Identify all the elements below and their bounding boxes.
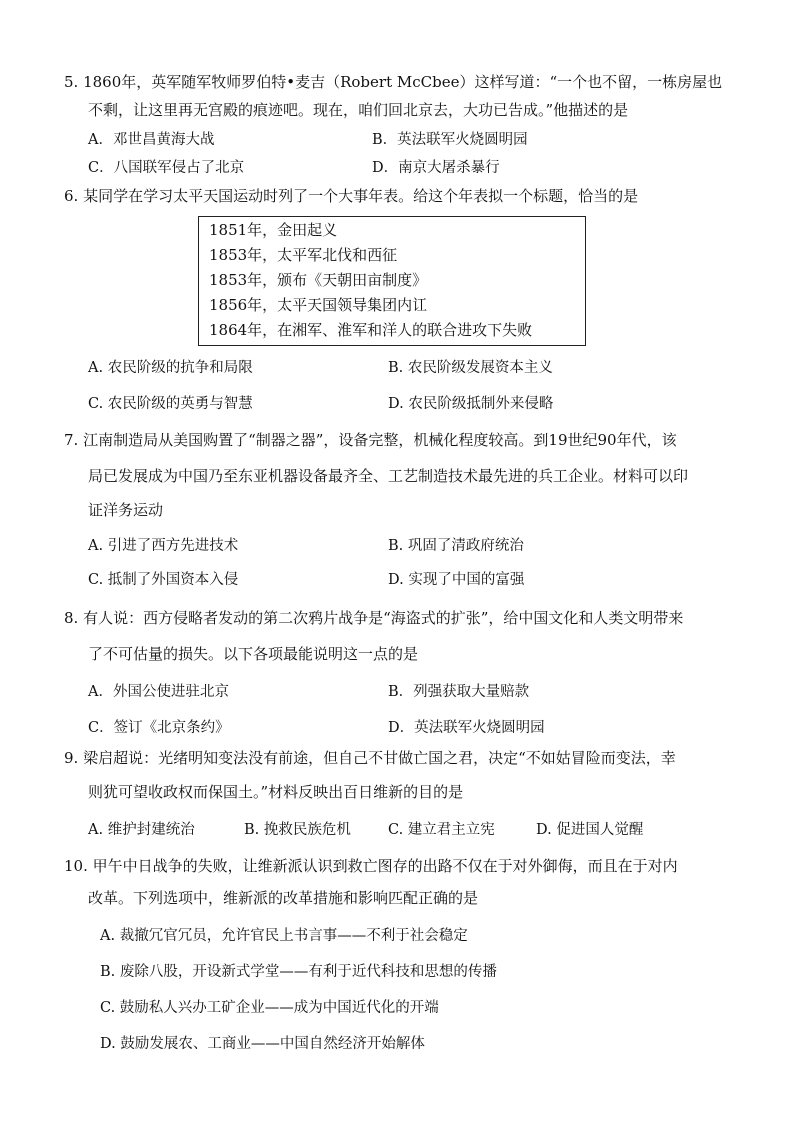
q6-timeline-item: 1851年，金田起义 (209, 221, 338, 239)
q6-timeline-item: 1864年，在湘军、淮军和洋人的联合进攻下失败 (209, 321, 533, 339)
q8-option-a[interactable]: A．外国公使进驻北京 (88, 684, 229, 700)
q5-option-d[interactable]: D．南京大屠杀暴行 (372, 160, 500, 176)
q7-option-d[interactable]: D. 实现了中国的富强 (388, 572, 525, 588)
q7-option-a[interactable]: A. 引进了西方先进技术 (88, 538, 239, 554)
q9-option-d[interactable]: D. 促进国人觉醒 (536, 822, 644, 838)
q5-stem: 5. 1860年，英军随军牧师罗伯特•麦吉（Robert McCbee）这样写道：“一个也不留，一栋房屋也 (64, 73, 723, 91)
q9-stem-cont: 则犹可望收政权而保国土。”材料反映出百日维新的目的是 (88, 783, 464, 801)
q8-option-b[interactable]: B．列强获取大量赔款 (388, 684, 530, 700)
q7-option-c[interactable]: C. 抵制了外国资本入侵 (88, 572, 239, 588)
q7-option-b[interactable]: B. 巩固了清政府统治 (388, 538, 524, 554)
q8-stem: 8. 有人说：西方侵略者发动的第二次鸦片战争是“海盗式的扩张”，给中国文化和人类文明带来 (64, 609, 684, 627)
q10-option-c[interactable]: C. 鼓励私人兴办工矿企业——成为中国近代化的开端 (100, 1000, 439, 1016)
q6-timeline-item: 1853年，太平军北伐和西征 (209, 246, 398, 264)
q6-timeline-item: 1853年，颁布《天朝田亩制度》 (209, 271, 428, 289)
q9-option-c[interactable]: C. 建立君主立宪 (388, 822, 495, 838)
q7-stem: 7. 江南制造局从美国购置了“制器之器”，设备完整，机械化程度较高。到19世纪90年代，该 (64, 431, 677, 449)
q10-option-d[interactable]: D. 鼓励发展农、工商业——中国自然经济开始解体 (100, 1036, 425, 1052)
q9-stem: 9. 梁启超说：光绪明知变法没有前途，但自己不甘做亡国之君，决定“不如姑冒险而变法，幸 (64, 749, 676, 767)
q6-stem: 6. 某同学在学习太平天国运动时列了一个大事年表。给这个年表拟一个标题，恰当的是 (64, 187, 639, 205)
q10-stem-cont: 改革。下列选项中，维新派的改革措施和影响匹配正确的是 (88, 889, 479, 907)
q8-stem-cont: 了不可估量的损失。以下各项最能说明这一点的是 (88, 645, 419, 663)
q5-option-a[interactable]: A．邓世昌黄海大战 (88, 132, 215, 148)
q7-stem-cont2: 证洋务运动 (88, 501, 164, 519)
q10-option-a[interactable]: A. 裁撤冗官冗员，允许官民上书言事——不利于社会稳定 (100, 928, 468, 944)
q7-stem-cont: 局已发展成为中国乃至东亚机器设备最齐全、工艺制造技术最先进的兵工企业。材料可以印 (88, 467, 689, 485)
q9-option-b[interactable]: B. 挽救民族危机 (244, 822, 351, 838)
q8-option-d[interactable]: D．英法联军火烧圆明园 (388, 720, 545, 736)
q9-option-a[interactable]: A. 维护封建统治 (88, 822, 195, 838)
q6-option-b[interactable]: B. 农民阶级发展资本主义 (388, 360, 553, 376)
q5-option-b[interactable]: B．英法联军火烧圆明园 (372, 132, 528, 148)
q10-option-b[interactable]: B. 废除八股，开设新式学堂——有利于近代科技和思想的传播 (100, 964, 497, 980)
q5-option-c[interactable]: C．八国联军侵占了北京 (88, 160, 245, 176)
q5-stem-cont: 不剩，让这里再无宫殿的痕迹吧。现在，咱们回北京去，大功已告成。”他描述的是 (88, 101, 629, 119)
q6-option-c[interactable]: C. 农民阶级的英勇与智慧 (88, 396, 253, 412)
q6-timeline-item: 1856年，太平天国领导集团内讧 (209, 296, 428, 314)
q8-option-c[interactable]: C．签订《北京条约》 (88, 720, 230, 736)
q10-stem: 10. 甲午中日战争的失败，让维新派认识到救亡图存的出路不仅在于对外御侮，而且在于对内 (64, 857, 678, 875)
q6-option-d[interactable]: D. 农民阶级抵制外来侵略 (388, 396, 554, 412)
q6-option-a[interactable]: A. 农民阶级的抗争和局限 (88, 360, 253, 376)
q6-timeline-box (198, 216, 586, 346)
